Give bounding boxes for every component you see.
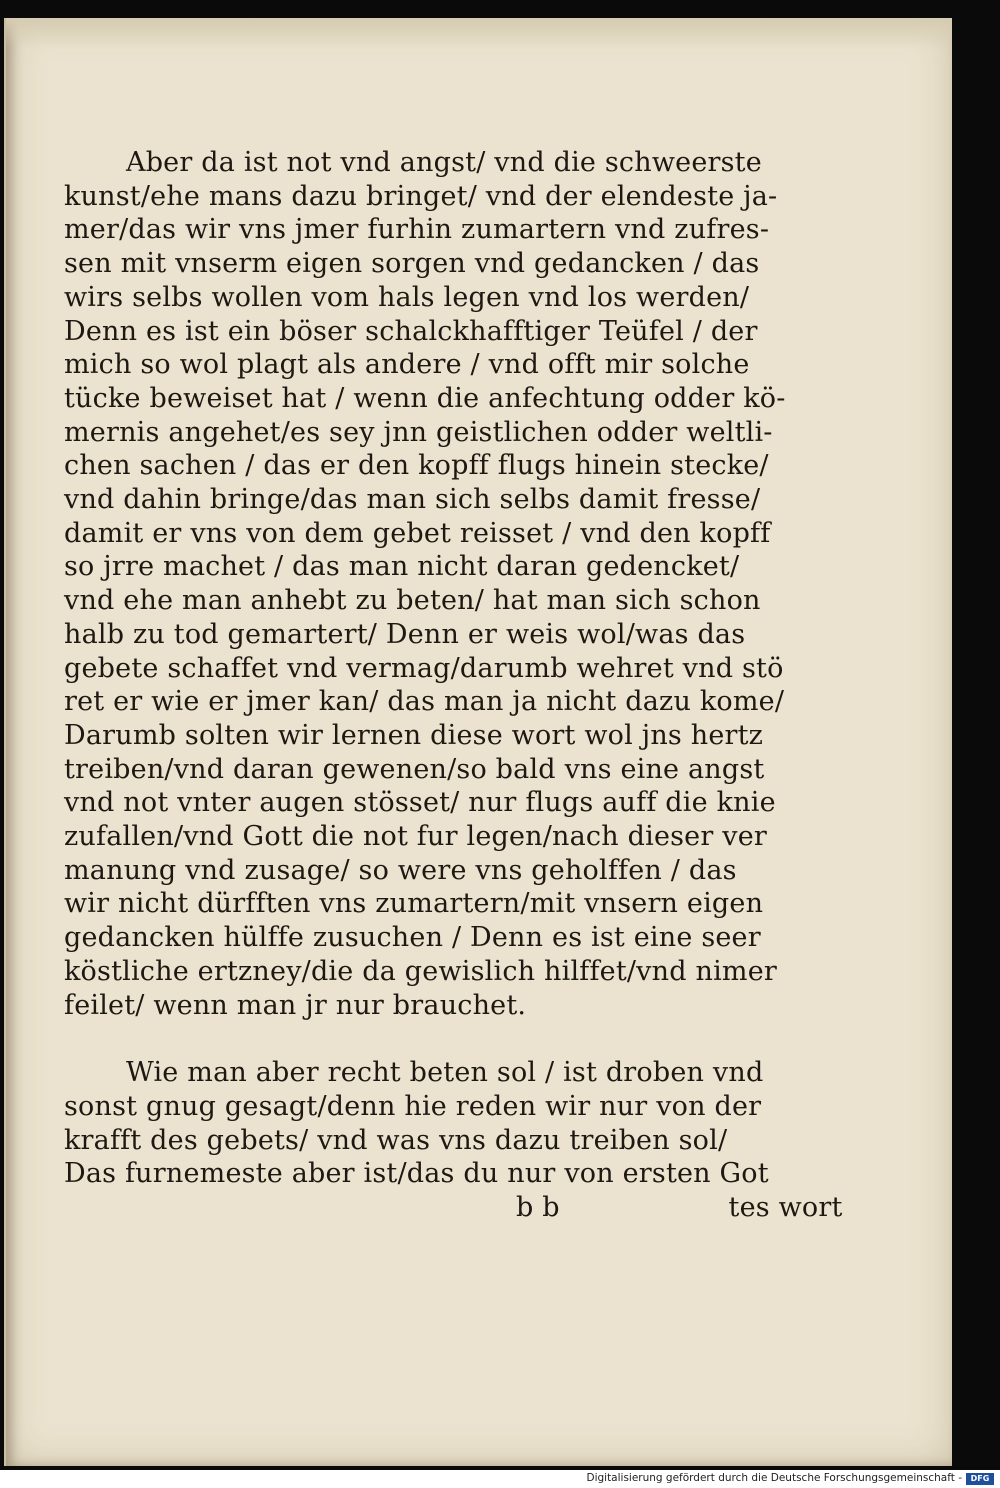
text-line: Wie man aber recht beten sol / ist droben vnd: [126, 1057, 764, 1089]
digitization-footer: [0, 1470, 1000, 1488]
text-line: Aber da ist not vnd angst/ vnd die schweerste: [126, 147, 762, 178]
text-line: vnd dahin bringe/das man sich selbs damit fresse/: [64, 484, 761, 516]
signature-mark: b b: [516, 1192, 560, 1224]
page-text: [64, 146, 843, 1225]
page-foot-line: [64, 1191, 843, 1225]
text-line: wirs selbs wollen vom hals legen vnd los werden/: [64, 281, 750, 313]
text-line: wir nicht dürfften vns zumartern/mit vnsern eigen: [64, 888, 764, 920]
text-line: mich so wol plagt als andere / vnd offt mir solche: [64, 349, 750, 381]
text-line: chen sachen / das er den kopff flugs hinein stecke/: [64, 450, 769, 482]
text-line: Darumb solten wir lernen diese wort wol jns hertz: [64, 719, 764, 751]
text-line: zufallen/vnd Gott die not fur legen/nach dieser ver: [64, 821, 767, 853]
text-line: manung vnd zusage/ so were vns geholffen / das: [64, 854, 737, 886]
text-line: Denn es ist ein böser schalckhafftiger Teüfel / der: [64, 315, 758, 347]
text-line: kunst/ehe mans dazu bringet/ vnd der elendeste ja-: [64, 180, 778, 212]
text-line: köstliche ertzney/die da gewislich hilffet/vnd nimer: [64, 955, 778, 987]
paragraph-2: [64, 1056, 784, 1191]
paragraph-1: [64, 146, 784, 1022]
book-page: [4, 18, 952, 1466]
text-line: ret er wie er jmer kan/ das man ja nicht dazu kome/: [64, 686, 785, 718]
catchword: tes wort: [728, 1192, 843, 1224]
text-line: gedancken hülffe zusuchen / Denn es ist eine seer: [64, 922, 761, 954]
text-line: vnd ehe man anhebt zu beten/ hat man sich schon: [64, 585, 761, 617]
text-line: so jrre machet / das man nicht daran gedencket/: [64, 551, 740, 583]
footer-credit: Digitalisierung gefördert durch die Deutsche Forschungsgemeinschaft -: [586, 1472, 962, 1484]
text-line: gebete schaffet vnd vermag/darumb wehret vnd stö: [64, 652, 784, 684]
text-line: damit er vns von dem gebet reisset / vnd den kopff: [64, 517, 771, 549]
text-line: halb zu tod gemartert/ Denn er weis wol/was das: [64, 618, 746, 650]
text-line: feilet/ wenn man jr nur brauchet.: [64, 989, 527, 1021]
text-line: treiben/vnd daran gewenen/so bald vns eine angst: [64, 753, 765, 785]
text-line: sonst gnug gesagt/denn hie reden wir nur von der: [64, 1090, 762, 1122]
text-line: tücke beweiset hat / wenn die anfechtung odder kö-: [64, 382, 786, 414]
text-line: sen mit vnserm eigen sorgen vnd gedancken / das: [64, 248, 760, 280]
text-line: mernis angehet/es sey jnn geistlichen odder weltli-: [64, 416, 773, 448]
text-line: mer/das wir vns jmer furhin zumartern vnd zufres-: [64, 214, 770, 246]
dfg-logo-icon: DFG: [966, 1473, 994, 1485]
text-line: Das furnemeste aber ist/das du nur von ersten Got: [64, 1158, 769, 1190]
text-line: vnd not vnter augen stösset/ nur flugs auff die knie: [64, 787, 776, 819]
text-line: krafft des gebets/ vnd was vns dazu treiben sol/: [64, 1124, 728, 1156]
